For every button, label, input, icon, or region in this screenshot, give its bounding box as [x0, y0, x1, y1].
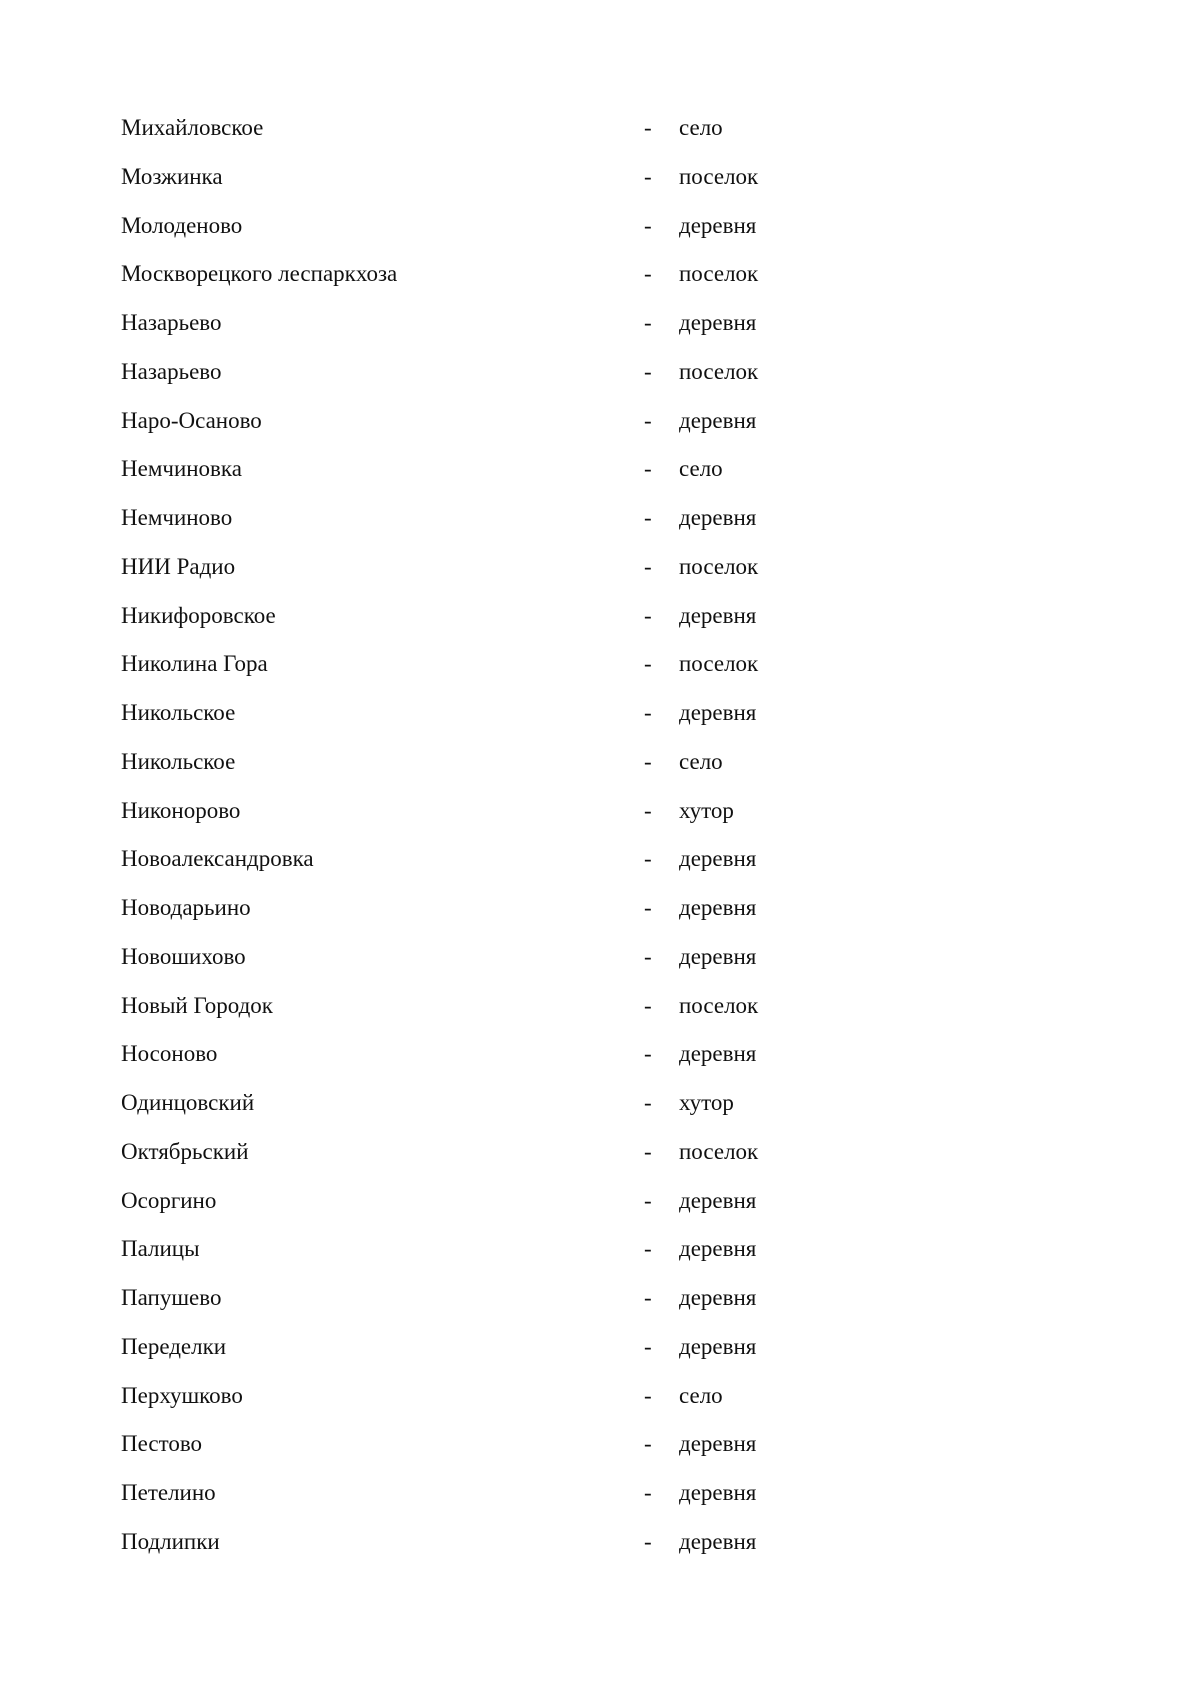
separator-dash: -	[644, 1480, 652, 1505]
list-item	[0, 1225, 1200, 1274]
settlement-type: деревня	[679, 1528, 757, 1554]
settlement-name: Осоргино	[121, 1187, 217, 1213]
settlement-name: Никонорово	[121, 797, 241, 823]
separator-dash: -	[644, 1528, 652, 1554]
list-item	[0, 104, 1200, 153]
list-item	[0, 1274, 1200, 1323]
settlement-type: село	[679, 748, 723, 774]
separator-dash: -	[644, 456, 652, 482]
list-item	[0, 445, 1200, 494]
settlement-name: Немчиновка	[121, 456, 242, 482]
settlement-name: Носоново	[121, 1041, 218, 1067]
settlement-type: деревня	[679, 895, 757, 920]
settlement-name: Никольское	[121, 700, 236, 725]
separator-dash: -	[644, 310, 652, 335]
settlement-name: Мозжинка	[121, 163, 223, 189]
settlement-name: Октябрьский	[121, 1138, 249, 1164]
list-item	[0, 494, 1200, 543]
settlement-name: Немчиново	[121, 505, 233, 530]
settlement-name: Наро-Осаново	[121, 407, 262, 433]
separator-dash: -	[644, 651, 652, 677]
settlement-name: Новоалександровка	[121, 846, 314, 872]
settlement-name: Назарьево	[121, 358, 222, 384]
list-item	[0, 299, 1200, 348]
settlement-type: деревня	[679, 212, 757, 238]
separator-dash: -	[644, 895, 652, 920]
list-item	[0, 689, 1200, 738]
separator-dash: -	[644, 358, 652, 384]
settlement-name: Никифоровское	[121, 602, 276, 628]
settlement-type: деревня	[679, 1333, 757, 1359]
settlement-name: Папушево	[121, 1285, 222, 1310]
settlement-type: поселок	[679, 553, 759, 579]
settlement-type: поселок	[679, 358, 759, 384]
list-item	[0, 1079, 1200, 1128]
separator-dash: -	[644, 1138, 652, 1164]
list-item	[0, 835, 1200, 884]
settlement-name: Петелино	[121, 1480, 216, 1505]
list-item	[0, 348, 1200, 397]
separator-dash: -	[644, 553, 652, 579]
list-item	[0, 1420, 1200, 1469]
settlement-type: поселок	[679, 261, 759, 287]
list-item	[0, 982, 1200, 1031]
separator-dash: -	[644, 1041, 652, 1067]
list-item	[0, 1128, 1200, 1177]
settlement-type: село	[679, 115, 723, 140]
list-item	[0, 153, 1200, 202]
list-item	[0, 592, 1200, 641]
separator-dash: -	[644, 212, 652, 238]
settlement-name: НИИ Радио	[121, 553, 236, 579]
settlement-type: деревня	[679, 700, 757, 725]
settlement-name: Палицы	[121, 1236, 200, 1262]
separator-dash: -	[644, 1333, 652, 1359]
separator-dash: -	[644, 602, 652, 628]
settlement-type: деревня	[679, 1236, 757, 1262]
separator-dash: -	[644, 115, 652, 140]
separator-dash: -	[644, 505, 652, 530]
separator-dash: -	[644, 407, 652, 433]
settlement-name: Одинцовский	[121, 1090, 255, 1115]
settlement-name: Подлипки	[121, 1528, 220, 1554]
settlement-type: деревня	[679, 505, 757, 530]
separator-dash: -	[644, 163, 652, 189]
settlement-type: деревня	[679, 407, 757, 433]
separator-dash: -	[644, 1090, 652, 1115]
separator-dash: -	[644, 797, 652, 823]
settlement-type: поселок	[679, 163, 759, 189]
separator-dash: -	[644, 992, 652, 1018]
settlement-name: Москворецкого леспаркхоза	[121, 261, 398, 287]
separator-dash: -	[644, 1431, 652, 1457]
list-item	[0, 543, 1200, 592]
settlement-type: деревня	[679, 1041, 757, 1067]
settlement-name: Перхушково	[121, 1382, 243, 1408]
settlement-type: поселок	[679, 651, 759, 677]
separator-dash: -	[644, 700, 652, 725]
settlement-type: деревня	[679, 1187, 757, 1213]
list-item	[0, 1177, 1200, 1226]
settlement-list	[0, 104, 1200, 1567]
list-item	[0, 202, 1200, 251]
separator-dash: -	[644, 1236, 652, 1262]
list-item	[0, 884, 1200, 933]
settlement-type: деревня	[679, 602, 757, 628]
separator-dash: -	[644, 1382, 652, 1408]
list-item	[0, 1469, 1200, 1518]
settlement-name: Молоденово	[121, 212, 243, 238]
separator-dash: -	[644, 846, 652, 872]
settlement-type: село	[679, 1382, 723, 1408]
list-item	[0, 397, 1200, 446]
list-item	[0, 787, 1200, 836]
settlement-type: поселок	[679, 1138, 759, 1164]
settlement-type: хутор	[679, 1090, 734, 1115]
settlement-name: Пестово	[121, 1431, 203, 1457]
settlement-type: деревня	[679, 1285, 757, 1310]
settlement-name: Михайловское	[121, 115, 264, 140]
separator-dash: -	[644, 748, 652, 774]
list-item	[0, 1372, 1200, 1421]
settlement-type: деревня	[679, 310, 757, 335]
settlement-name: Новодарьино	[121, 895, 251, 920]
settlement-name: Никольское	[121, 748, 236, 774]
separator-dash: -	[644, 1187, 652, 1213]
settlement-name: Новый Городок	[121, 992, 273, 1018]
settlement-type: поселок	[679, 992, 759, 1018]
settlement-type: деревня	[679, 846, 757, 872]
settlement-name: Николина Гора	[121, 651, 268, 677]
settlement-type: село	[679, 456, 723, 482]
list-item	[0, 250, 1200, 299]
settlement-name: Новошихово	[121, 943, 246, 969]
list-item	[0, 933, 1200, 982]
settlement-type: деревня	[679, 1431, 757, 1457]
list-item	[0, 640, 1200, 689]
separator-dash: -	[644, 261, 652, 287]
settlement-type: деревня	[679, 943, 757, 969]
list-item	[0, 1518, 1200, 1567]
separator-dash: -	[644, 943, 652, 969]
settlement-name: Переделки	[121, 1333, 227, 1359]
separator-dash: -	[644, 1285, 652, 1310]
list-item	[0, 1030, 1200, 1079]
list-item	[0, 738, 1200, 787]
list-item	[0, 1323, 1200, 1372]
settlement-name: Назарьево	[121, 310, 222, 335]
settlement-type: деревня	[679, 1480, 757, 1505]
settlement-type: хутор	[679, 797, 734, 823]
